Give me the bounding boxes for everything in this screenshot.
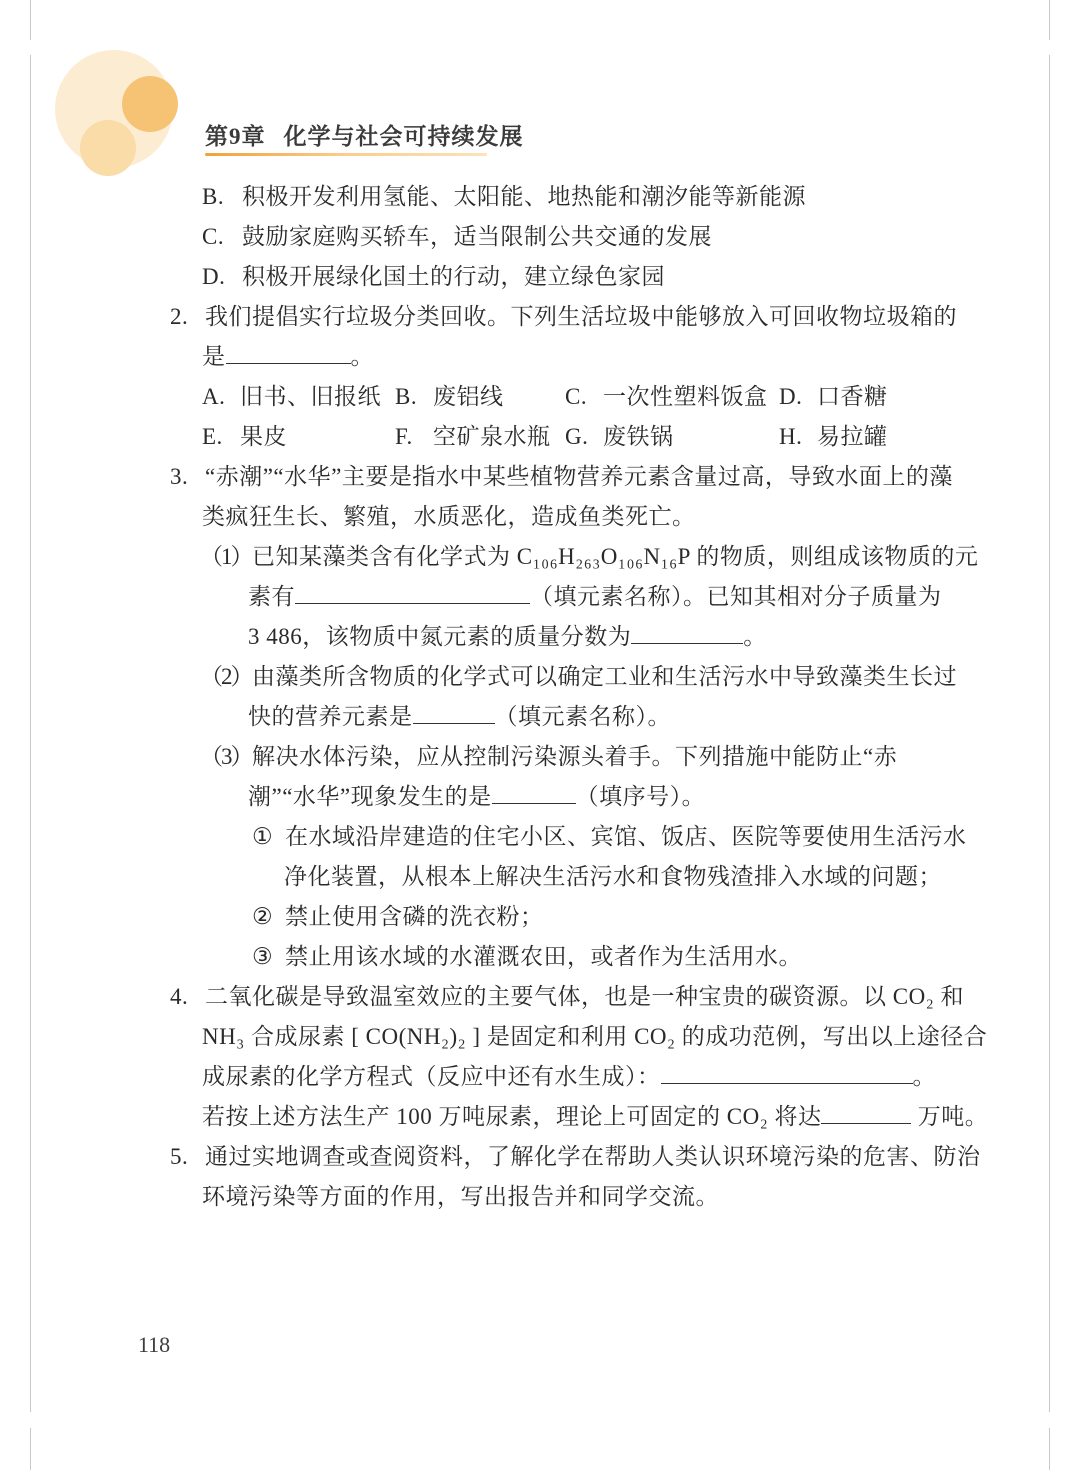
q1-option-c: [170, 217, 930, 257]
item-text: 禁止使用含磷的洗衣粉；: [285, 904, 544, 929]
option-b: B. 废铝线: [395, 377, 565, 417]
chemical-formula: C₁₀₆H₂₆₃O₁₀₆N₁₆P: [516, 544, 691, 569]
answer-blank: [661, 1083, 913, 1085]
option-label: A.: [202, 384, 226, 409]
chapter-title: 化学与社会可持续发展: [283, 124, 524, 149]
q5-stem-continued: [170, 1177, 930, 1217]
page-number: 118: [138, 1332, 171, 1357]
q3-sub1: [170, 537, 979, 577]
option-f: F. 空矿泉水瓶: [395, 417, 565, 457]
question-text: 潮”“水华”现象发生的是: [248, 784, 492, 809]
chapter-number: 第9章: [205, 124, 266, 149]
question-text: 的物质，则组成该物质的元: [690, 544, 979, 569]
option-d: D. 口香糖: [779, 377, 930, 417]
option-label: D.: [779, 384, 803, 409]
q2-stem: [170, 297, 957, 337]
answer-blank: [226, 363, 351, 365]
question-text: （填元素名称）。: [494, 704, 671, 729]
q3-sub3-item-3: [170, 937, 930, 977]
q3-sub3-item-1: [170, 817, 967, 857]
q3-sub2: [170, 657, 957, 697]
answer-blank: [413, 723, 495, 725]
q2-options-row-2: [170, 417, 930, 457]
answer-blank: [631, 643, 743, 645]
question-text: 类疯狂生长、繁殖，水质恶化，造成鱼类死亡。: [202, 504, 696, 529]
option-label: H.: [779, 424, 803, 449]
question-text: 素有: [248, 584, 295, 609]
option-text: 鼓励家庭购买轿车，适当限制公共交通的发展: [242, 224, 712, 249]
option-label: B.: [395, 384, 418, 409]
item-text: 禁止用该水域的水灌溉农田，或者作为生活用水。: [285, 944, 802, 969]
question-number: 3.: [170, 464, 189, 489]
right-edge-line: [1049, 55, 1050, 1412]
item-text: 净化装置，从根本上解决生活污水和食物残渣排入水域的问题；: [284, 864, 942, 889]
q4-stem-continued: [170, 1057, 936, 1097]
question-text: 解决水体污染，应从控制污染源头着手。下列措施中能防止“赤: [252, 744, 898, 769]
question-text: 已知某藻类含有化学式为: [252, 544, 517, 569]
q3-sub3-continued: [170, 777, 930, 817]
item-marker: ②: [252, 904, 274, 929]
q3-sub1-continued: [170, 577, 942, 617]
question-text: 通过实地调查或查阅资料，了解化学在帮助人类认识环境污染的危害、防治: [205, 1144, 981, 1169]
option-label: E.: [202, 424, 223, 449]
question-text: 。: [912, 1064, 936, 1089]
q3-stem: [170, 457, 953, 497]
chapter-underline-decoration: [205, 153, 487, 156]
question-number: 2.: [170, 304, 189, 329]
answer-blank: [492, 803, 576, 805]
question-text: 3 486，该物质中氮元素的质量分数为: [248, 624, 632, 649]
question-text: （填序号）。: [575, 784, 706, 809]
question-text: 我们提倡实行垃圾分类回收。下列生活垃圾中能够放入可回收物垃圾箱的: [205, 304, 957, 329]
option-g: G. 废铁锅: [565, 417, 779, 457]
question-number: 5.: [170, 1144, 189, 1169]
option-label: C.: [202, 224, 225, 249]
option-label: G.: [565, 424, 589, 449]
sub-question-label: （2）: [200, 664, 252, 689]
item-text: 在水域沿岸建造的住宅小区、宾馆、饭店、医院等要使用生活污水: [285, 824, 967, 849]
left-edge-line: [30, 1428, 31, 1470]
answer-blank: [295, 603, 530, 605]
question-text: 万吨。: [911, 1104, 989, 1129]
q3-sub3: [170, 737, 930, 777]
q2-options-row-1: [170, 377, 930, 417]
question-text: 二氧化碳是导致温室效应的主要气体，也是一种宝贵的碳资源。以 CO₂ 和: [205, 984, 964, 1009]
item-marker: ③: [252, 944, 274, 969]
q3-sub2-continued: [170, 697, 930, 737]
option-label: D.: [202, 264, 226, 289]
option-c: C. 一次性塑料饭盒: [565, 377, 779, 417]
question-text: 。: [743, 624, 767, 649]
question-text: 由藻类所含物质的化学式可以确定工业和生活污水中导致藻类生长过: [252, 664, 957, 689]
option-e: E. 果皮: [202, 417, 395, 457]
q5-stem: [170, 1137, 981, 1177]
question-text: 若按上述方法生产 100 万吨尿素，理论上可固定的 CO₂ 将达: [202, 1104, 822, 1129]
right-edge-line: [1049, 0, 1050, 40]
chapter-header: [205, 118, 524, 151]
left-edge-line: [30, 0, 31, 40]
right-edge-line: [1049, 1428, 1050, 1470]
item-marker: ①: [252, 824, 274, 849]
q3-sub1-continued: [170, 617, 930, 657]
q4-stem-continued: [170, 1017, 988, 1057]
option-text: 积极开发利用氢能、太阳能、地热能和潮汐能等新能源: [242, 184, 806, 209]
question-number: 4.: [170, 984, 189, 1009]
decor-circle-small: [80, 120, 136, 176]
question-text: 环境污染等方面的作用，写出报告并和同学交流。: [202, 1184, 719, 1209]
sub-question-label: （1）: [200, 544, 252, 569]
q4-stem-continued: [170, 1097, 989, 1137]
option-label: B.: [202, 184, 225, 209]
q3-sub3-item-1-continued: [170, 857, 942, 897]
question-text: NH₃ 合成尿素 [ CO(NH₂)₂ ] 是固定和利用 CO₂ 的成功范例，写出以上途径合: [202, 1024, 988, 1049]
sub-question-label: （3）: [200, 744, 252, 769]
question-text: 成尿素的化学方程式（反应中还有水生成）：: [202, 1064, 661, 1089]
question-text: 快的营养元素是: [248, 704, 413, 729]
q3-stem-continued: [170, 497, 930, 537]
q2-stem-continued: [170, 337, 930, 377]
answer-blank: [821, 1123, 911, 1125]
q1-option-b: [170, 177, 930, 217]
q4-stem: [170, 977, 964, 1017]
option-a: A. 旧书、旧报纸: [202, 377, 395, 417]
option-label: F.: [395, 424, 413, 449]
question-text: （填元素名称）。已知其相对分子质量为: [530, 584, 942, 609]
q1-option-d: [170, 257, 930, 297]
page-content: [170, 177, 989, 1217]
question-text: 是: [202, 344, 226, 369]
option-h: H. 易拉罐: [779, 417, 930, 457]
question-text: “赤潮”“水华”主要是指水中某些植物营养元素含量过高，导致水面上的藻: [205, 464, 953, 489]
option-text: 积极开展绿化国土的行动，建立绿色家园: [242, 264, 665, 289]
question-text: 。: [350, 344, 374, 369]
left-edge-line: [30, 55, 31, 1412]
option-label: C.: [565, 384, 588, 409]
decor-circle-medium: [122, 76, 178, 132]
q3-sub3-item-2: [170, 897, 930, 937]
